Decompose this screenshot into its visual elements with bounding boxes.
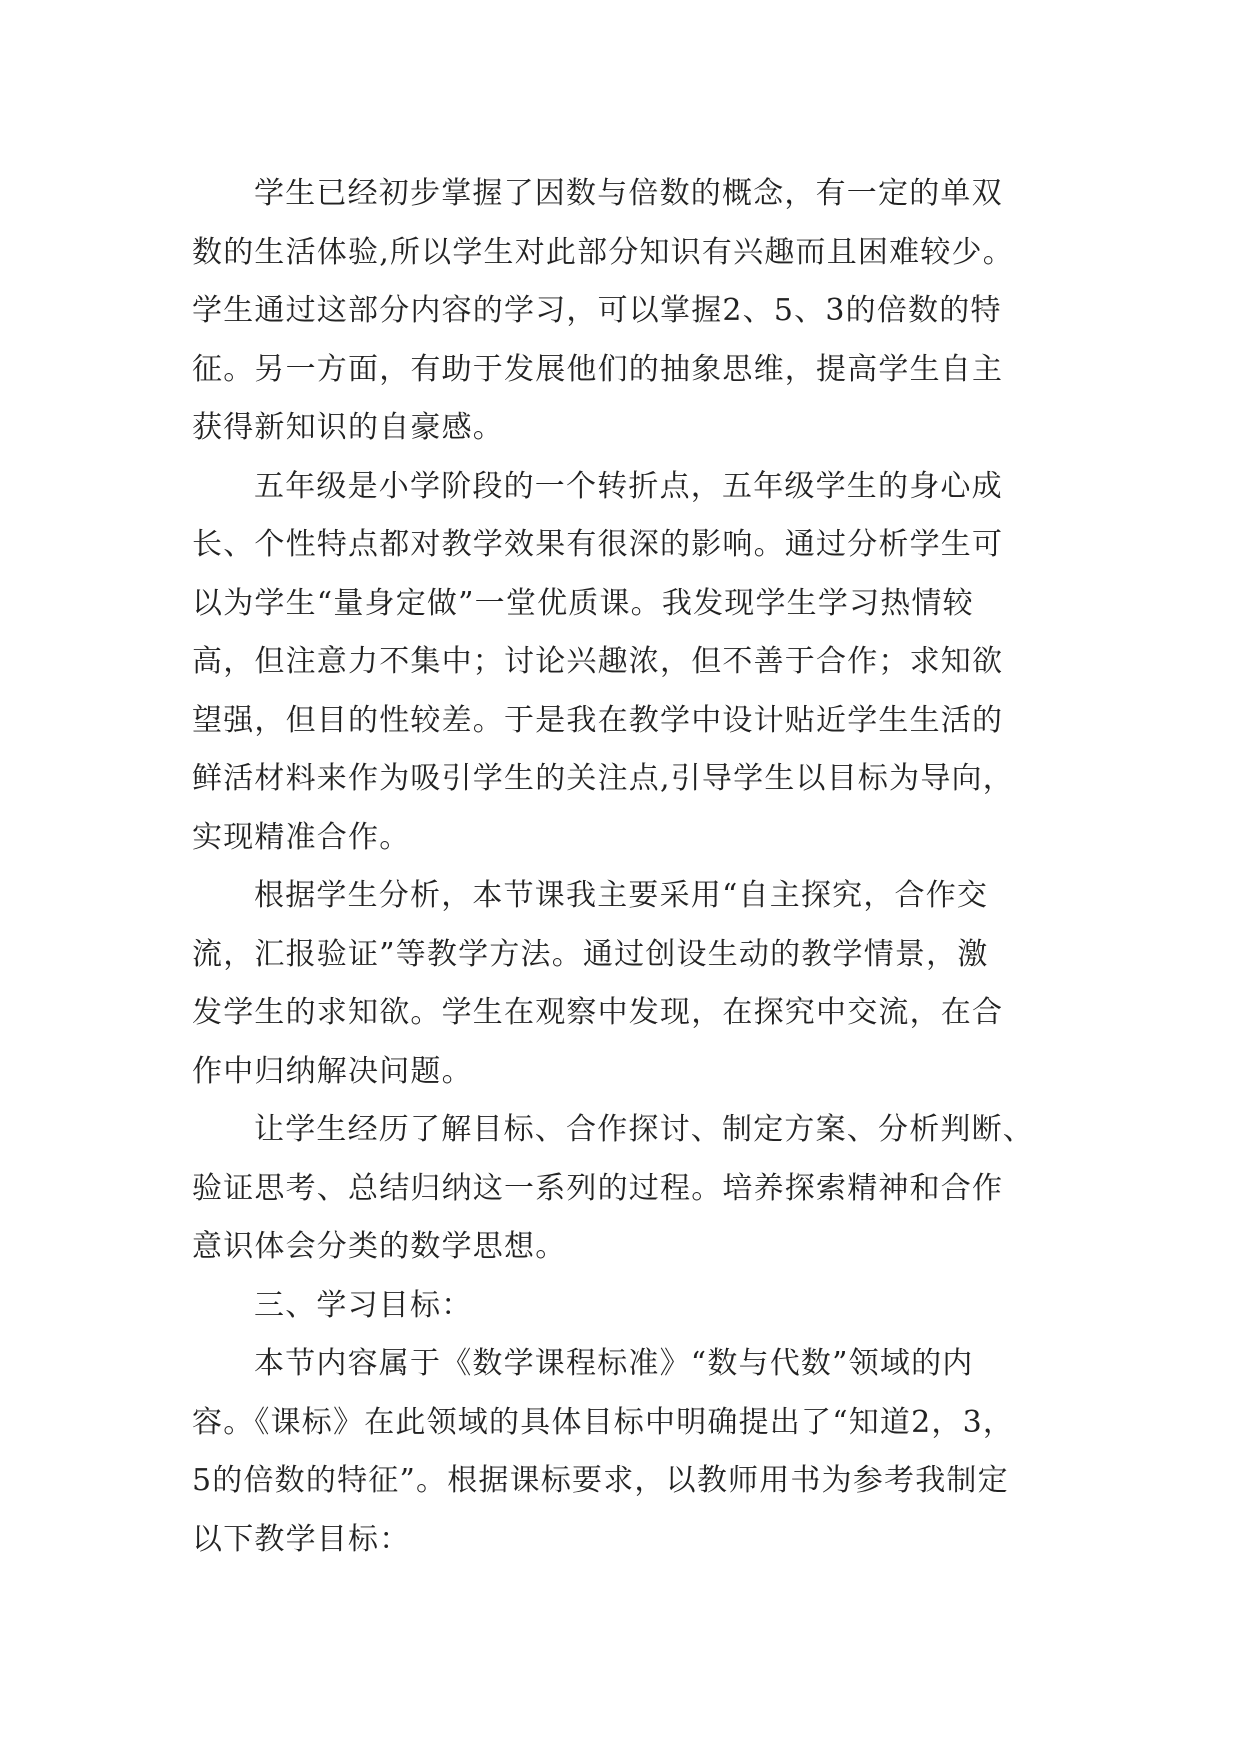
paragraph-5-line-2: 容。《课标》在此领域的具体目标中明确提出了“知道2，3， [192, 1404, 1015, 1440]
section-heading: 三、学习目标： [254, 1287, 473, 1323]
paragraph-1-line-1: 学生已经初步掌握了因数与倍数的概念，有一定的单双 [254, 176, 1003, 211]
paragraph-2-line-5: 望强，但目的性较差。于是我在教学中设计贴近学生生活的 [192, 702, 1004, 738]
document-body [192, 165, 1072, 1569]
paragraph-2-line-2: 长、个性特点都对教学效果有很深的影响。通过分析学生可 [192, 527, 1004, 562]
paragraph-3-line-3: 发学生的求知欲。学生在观察中发现，在探究中交流，在合 [192, 995, 1004, 1030]
paragraph-2-line-4: 高，但注意力不集中；讨论兴趣浓，但不善于合作；求知欲 [192, 644, 1004, 679]
paragraph-1-line-2: 数的生活体验,所以学生对此部分知识有兴趣而且困难较少。 [192, 234, 1014, 270]
paragraph-5-line-3: 5的倍数的特征”。根据课标要求，以教师用书为参考我制定 [192, 1463, 1009, 1498]
paragraph-2-line-1: 五年级是小学阶段的一个转折点，五年级学生的身心成 [254, 468, 1003, 504]
paragraph-2-line-7: 实现精准合作。 [192, 819, 411, 855]
paragraph-1-line-4: 征。另一方面，有助于发展他们的抽象思维，提高学生自主 [192, 351, 1004, 387]
paragraph-2-line-6: 鲜活材料来作为吸引学生的关注点,引导学生以目标为导向， [192, 761, 1014, 796]
paragraph-5-line-1: 本节内容属于《数学课程标准》“数与代数”领域的内 [254, 1346, 974, 1381]
paragraph-5-line-4: 以下教学目标： [192, 1521, 411, 1557]
paragraph-4-line-3: 意识体会分类的数学思想。 [192, 1229, 567, 1264]
paragraph-3-line-4: 作中归纳解决问题。 [192, 1053, 473, 1089]
paragraph-1-line-3: 学生通过这部分内容的学习，可以掌握2、5、3的倍数的特 [192, 293, 1002, 328]
paragraph-3-line-1: 根据学生分析，本节课我主要采用“自主探究，合作交 [254, 878, 989, 913]
paragraph-4-line-2: 验证思考、总结归纳这一系列的过程。培养探索精神和合作 [192, 1170, 1004, 1206]
paragraph-3-line-2: 流，汇报验证”等教学方法。通过创设生动的教学情景，激 [192, 936, 989, 972]
paragraph-4-line-1: 让学生经历了解目标、合作探讨、制定方案、分析判断、 [254, 1112, 1034, 1147]
paragraph-2-line-3: 以为学生“量身定做”一堂优质课。我发现学生学习热情较 [192, 585, 974, 621]
paragraph-1-line-5: 获得新知识的自豪感。 [192, 410, 504, 445]
